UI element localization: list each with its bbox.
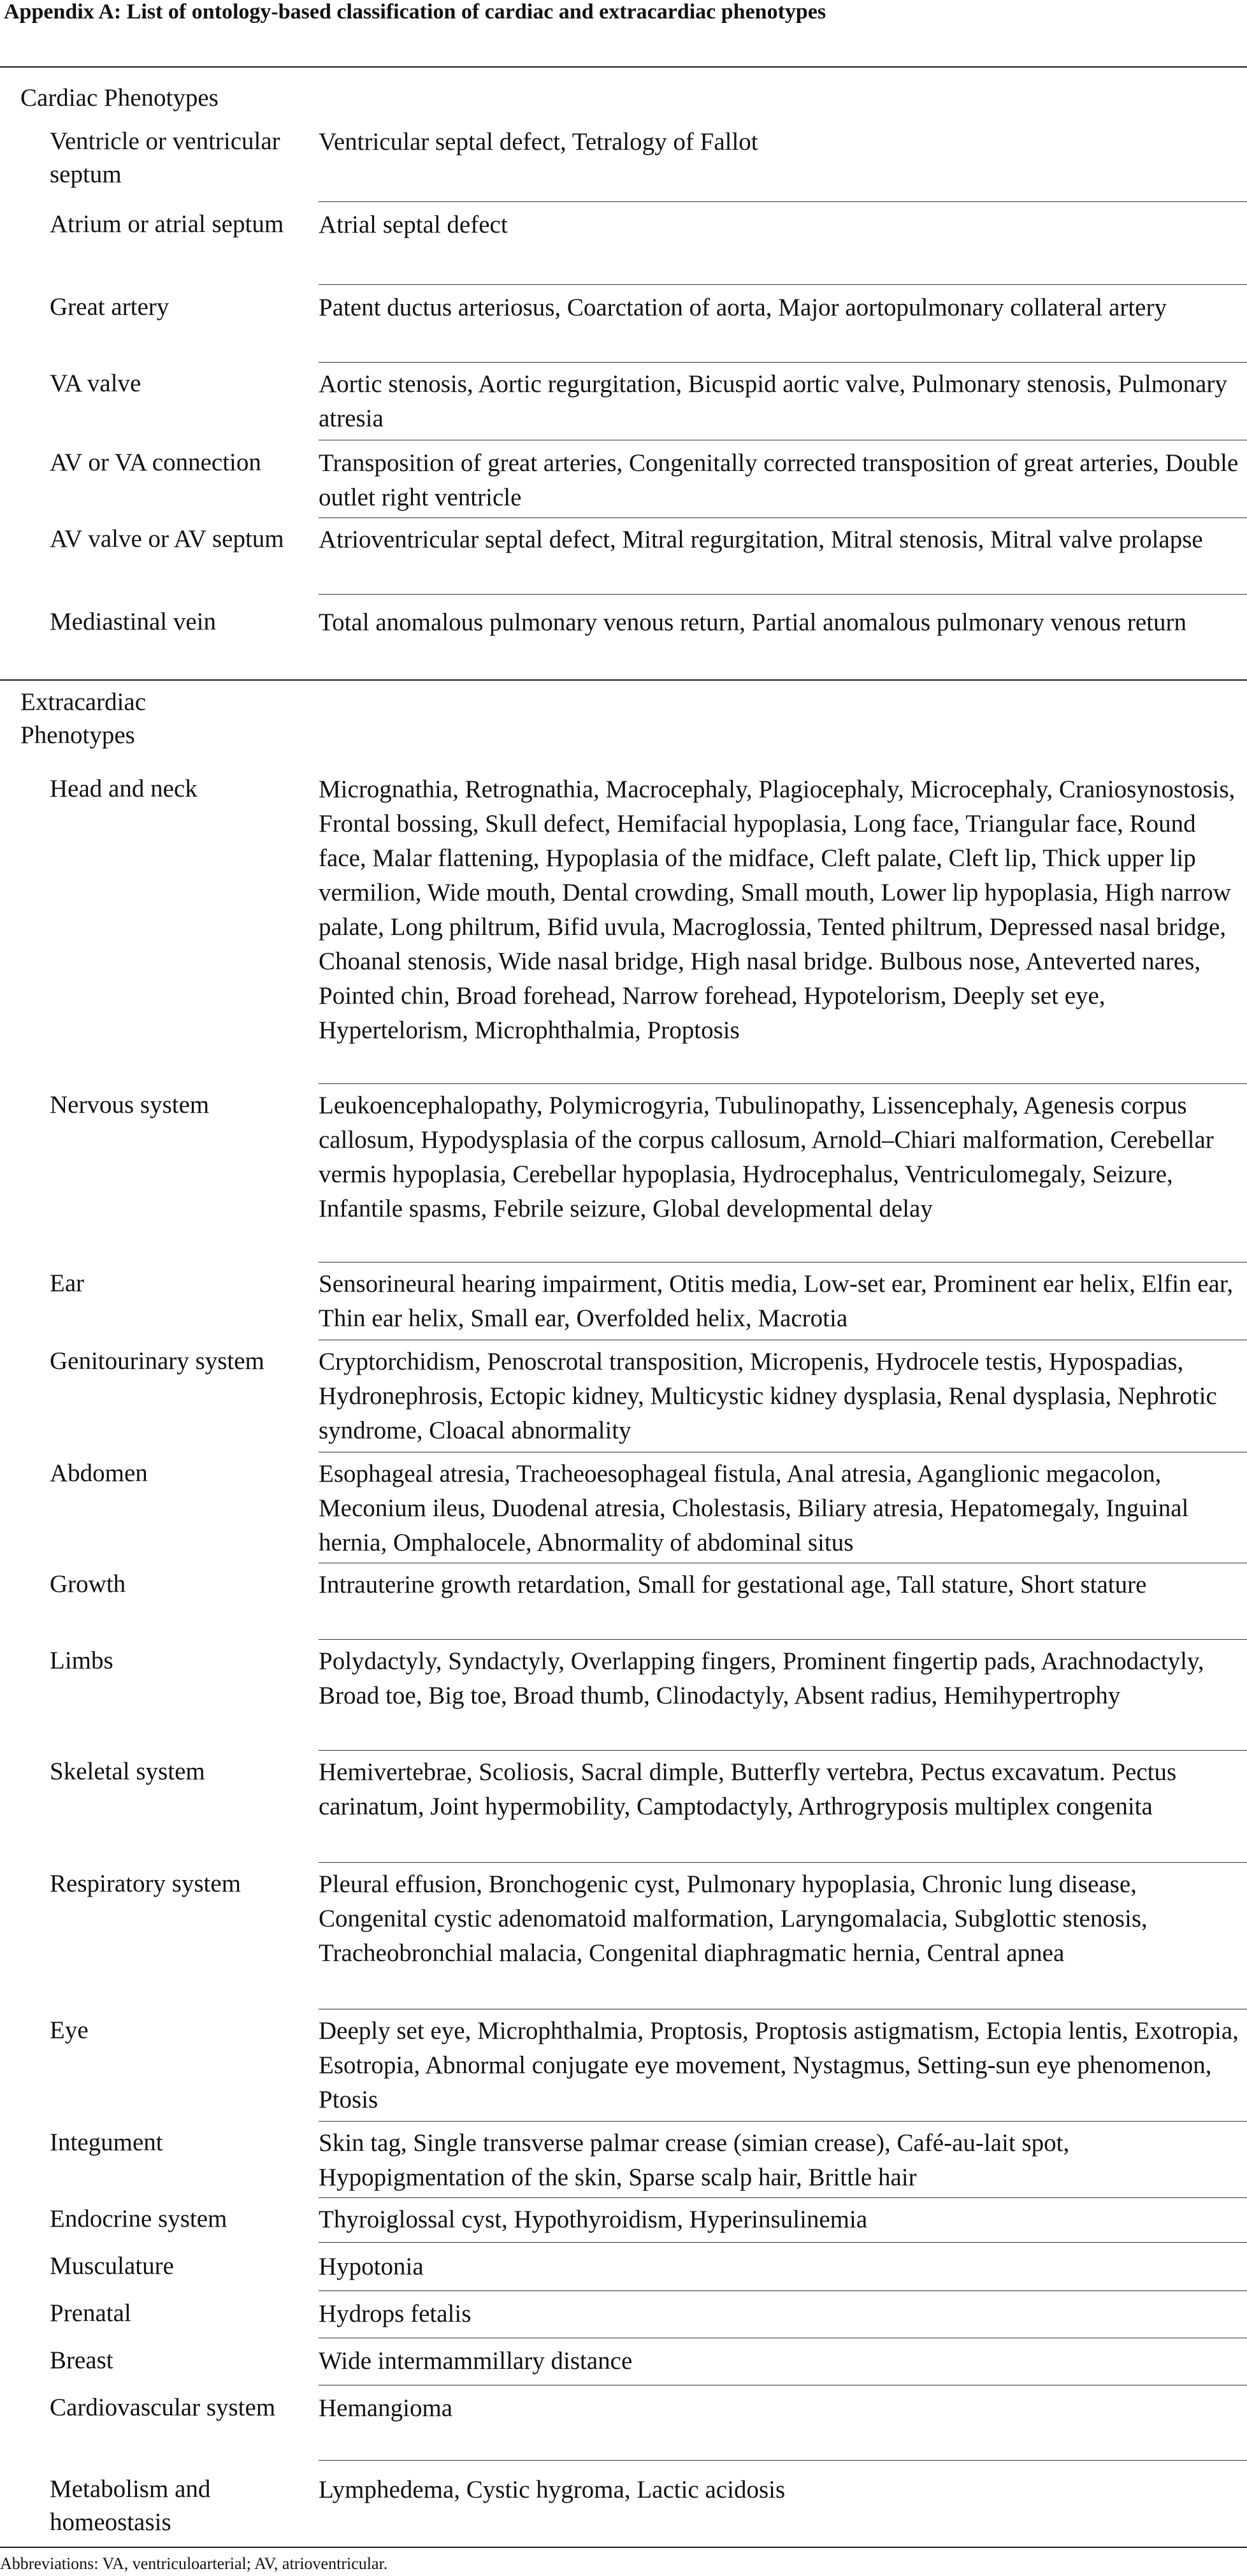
phenotype-cell: Aortic stenosis, Aortic regurgitation, Bicuspid aortic valve, Pulmonary stenosis, Pulmonary atresia: [319, 370, 1227, 432]
extracardiac-section-header: [20, 686, 146, 752]
phenotype-cell: Polydactyly, Syndactyly, Overlapping fingers, Prominent fingertip pads, Arachnodactyly, Broad toe, Big toe, Broad thumb, Clinodactyly, Absent radius, Hemihypertrophy: [319, 1647, 1204, 1709]
phenotype-cell: Hypotonia: [319, 2253, 424, 2280]
table-top-rule: [0, 66, 1247, 68]
phenotype-cell: Transposition of great arteries, Congenitally corrected transposition of great arteries, Double outlet right ventricle: [319, 449, 1239, 511]
category-cell: Breast: [50, 2347, 113, 2374]
category-cell: Ear: [50, 1270, 85, 1297]
row-divider: [319, 2290, 1247, 2291]
appendix-title: Appendix A: List of ontology-based classification of cardiac and extracardiac phenotypes: [4, 0, 826, 24]
row-divider: [319, 362, 1247, 363]
category-cell: Eye: [50, 2016, 89, 2044]
category-cell: Abdomen: [50, 1459, 148, 1487]
extracardiac-header-line2: Phenotypes: [20, 721, 135, 749]
phenotype-cell: Intrauterine growth retardation, Small for gestational age, Tall stature, Short stature: [319, 1571, 1147, 1598]
phenotype-cell: Sensorineural hearing impairment, Otitis media, Low-set ear, Prominent ear helix, Elfin ear, Thin ear helix, Small ear, Overfolded helix, Macrotia: [319, 1270, 1234, 1332]
phenotype-cell: Hydrops fetalis: [319, 2300, 472, 2327]
row-divider: [319, 1083, 1247, 1084]
phenotype-cell: Lymphedema, Cystic hygroma, Lactic acidosis: [319, 2476, 786, 2503]
phenotype-cell: Micrognathia, Retrognathia, Macrocephaly, Plagiocephaly, Microcephaly, Craniosynostosis, Frontal bossing, Skull defect, Hemifacial hypoplasia, Long face, Triangular face, Round face, Malar flattening, Hypoplasia of the midface, Cleft palate, Cleft lip, Thick upper lip vermilion, Wide mouth, Dental crowding, Small mouth, Lower lip hypoplasia, High narrow palate, Long philtrum, Bifid uvula, Macroglossia, Tented philtrum, Depressed nasal bridge, Choanal stenosis, Wide nasal bridge, High nasal bridge. Bulbous nose, Anteverted nares, Pointed chin, Broad forehead, Narrow forehead, Hypotelorism, Deeply set eye, Hypertelorism, Microphthalmia, Proptosis: [319, 776, 1236, 1044]
category-cell: Metabolism and homeostasis: [50, 2475, 211, 2536]
category-cell: Integument: [50, 2129, 163, 2156]
phenotype-cell: Deeply set eye, Microphthalmia, Proptosis, Proptosis astigmatism, Ectopia lentis, Exotropia, Esotropia, Abnormal conjugate eye movement, Nystagmus, Setting-sun eye phenomenon, Ptosis: [319, 2017, 1239, 2113]
section-separator-rule: [0, 679, 1247, 681]
phenotype-cell: Esophageal atresia, Tracheoesophageal fistula, Anal atresia, Aganglionic megacolon, Meconium ileus, Duodenal atresia, Cholestasis, Biliary atresia, Hepatomegaly, Inguinal hernia, Omphalocele, Abnormality of abdominal situs: [319, 1460, 1189, 1556]
row-divider: [319, 1862, 1247, 1863]
category-cell: Prenatal: [50, 2299, 131, 2327]
category-cell: Nervous system: [50, 1091, 210, 1118]
row-divider: [319, 2242, 1247, 2243]
row-divider: [319, 594, 1247, 595]
category-cell: Growth: [50, 1570, 126, 1598]
category-cell: Skeletal system: [50, 1758, 205, 1785]
table-bottom-rule: [0, 2547, 1247, 2548]
row-divider: [319, 201, 1247, 202]
category-cell: Respiratory system: [50, 1870, 241, 1897]
row-divider: [319, 2460, 1247, 2461]
category-cell: Endocrine system: [50, 2205, 227, 2232]
category-cell: VA valve: [50, 370, 141, 397]
phenotype-cell: Skin tag, Single transverse palmar crease (simian crease), Café-au-lait spot, Hypopigmentation of the skin, Sparse scalp hair, Brittle hair: [319, 2129, 1070, 2191]
category-cell: Limbs: [50, 1647, 113, 1674]
phenotype-cell: Total anomalous pulmonary venous return, Partial anomalous pulmonary venous return: [319, 609, 1186, 636]
category-cell: AV valve or AV septum: [50, 525, 284, 553]
phenotype-cell: Hemangioma: [319, 2394, 453, 2422]
cardiac-section-header: Cardiac Phenotypes: [20, 84, 219, 112]
row-divider: [319, 2197, 1247, 2198]
row-divider: [319, 517, 1247, 518]
phenotype-cell: Thyroiglossal cyst, Hypothyroidism, Hyperinsulinemia: [319, 2206, 868, 2233]
category-cell: Cardiovascular system: [50, 2394, 276, 2421]
row-divider: [319, 284, 1247, 285]
category-cell: Head and neck: [50, 775, 198, 802]
category-cell: Atrium or atrial septum: [50, 210, 284, 238]
extracardiac-header-line1: Extracardiac: [20, 688, 147, 716]
abbreviations-footnote: Abbreviations: VA, ventriculoarterial; AV, atrioventricular.: [0, 2554, 388, 2573]
category-cell: Genitourinary system: [50, 1347, 264, 1375]
category-cell: AV or VA connection: [50, 449, 261, 476]
category-cell: Ventricle or ventricular septum: [50, 127, 280, 188]
phenotype-cell: Cryptorchidism, Penoscrotal transposition, Micropenis, Hydrocele testis, Hypospadias, Hydronephrosis, Ectopic kidney, Multicystic kidney dysplasia, Renal dysplasia, Nephrotic syndrome, Cloacal abnormality: [319, 1348, 1217, 1444]
phenotype-cell: Ventricular septal defect, Tetralogy of Fallot: [319, 128, 758, 156]
phenotype-cell: Atrial septal defect: [319, 211, 508, 238]
category-cell: Great artery: [50, 293, 169, 321]
row-divider: [319, 1750, 1247, 1751]
phenotype-cell: Hemivertebrae, Scoliosis, Sacral dimple, Butterfly vertebra, Pectus excavatum. Pectus carinatum, Joint hypermobility, Camptodactyly, Arthrogryposis multiplex congenita: [319, 1758, 1177, 1820]
phenotype-cell: Pleural effusion, Bronchogenic cyst, Pulmonary hypoplasia, Chronic lung disease, Congenital cystic adenomatoid malformation, Laryngomalacia, Subglottic stenosis, Tracheobronchial malacia, Congenital diaphragmatic hernia, Central apnea: [319, 1870, 1148, 1967]
phenotype-cell: Patent ductus arteriosus, Coarctation of aorta, Major aortopulmonary collateral artery: [319, 294, 1167, 321]
category-cell: Musculature: [50, 2252, 174, 2280]
row-divider: [319, 1262, 1247, 1263]
phenotype-cell: Wide intermammillary distance: [319, 2347, 633, 2375]
row-divider: [319, 2121, 1247, 2122]
category-cell: Mediastinal vein: [50, 608, 217, 635]
row-divider: [319, 1639, 1247, 1640]
phenotype-cell: Leukoencephalopathy, Polymicrogyria, Tubulinopathy, Lissencephaly, Agenesis corpus callosum, Hypodysplasia of the corpus callosum, Arnold–Chiari malformation, Cerebellar vermis hypoplasia, Cerebellar hypoplasia, Hydrocephalus, Ventriculomegaly, Seizure, Infantile spasms, Febrile seizure, Global developmental delay: [319, 1092, 1214, 1222]
phenotype-cell: Atrioventricular septal defect, Mitral regurgitation, Mitral stenosis, Mitral valve prolapse: [319, 526, 1203, 553]
